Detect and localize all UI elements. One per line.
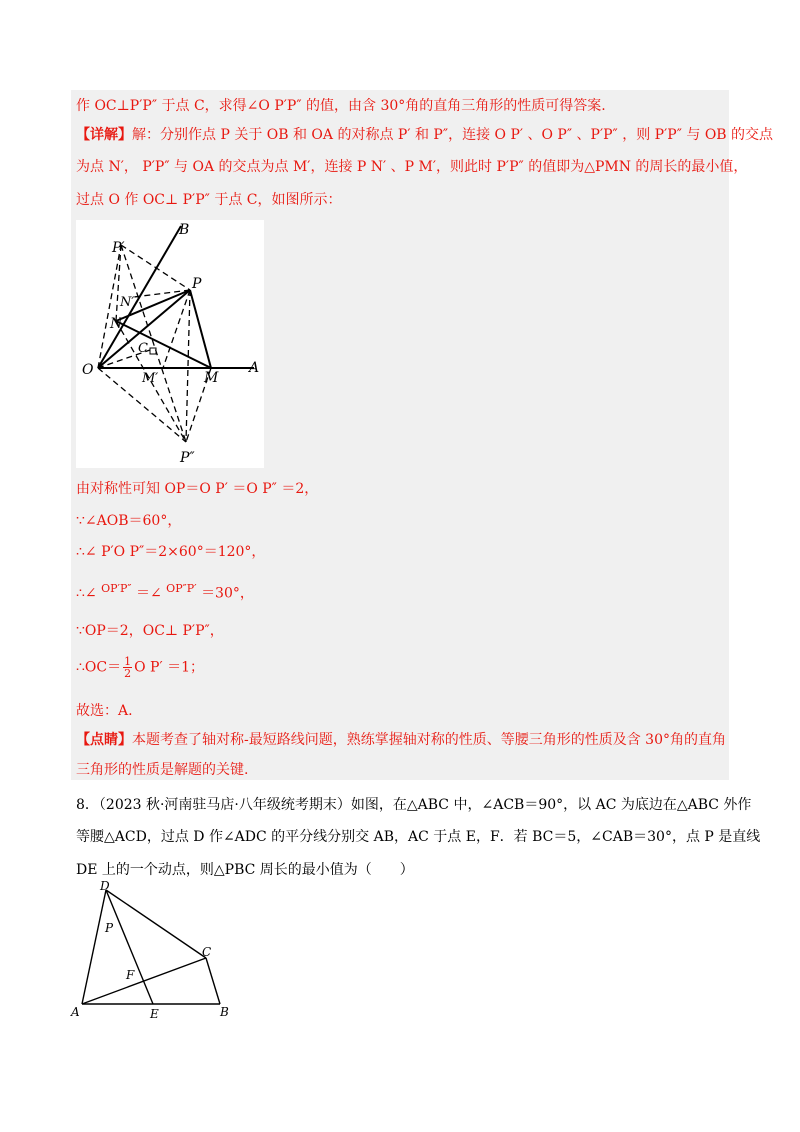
- question-8-line-3: DE 上的一个动点，则△PBC 周长的最小值为（ ）: [76, 862, 414, 878]
- segment-nm: [116, 321, 211, 368]
- detail-text-1: 解：分别作点 P 关于 OB 和 OA 的对称点 P′ 和 P″，连接 O P′ 、O P″ 、P′P″ ，则 P′P″ 与 OB 的交点: [132, 127, 774, 143]
- detail-tag: 【详解】: [76, 127, 132, 143]
- symmetry-figure: [76, 220, 264, 468]
- fraction-denominator: 2: [124, 667, 132, 680]
- step-3: ∴∠ P′O P″＝2×60°＝120°，: [76, 544, 266, 560]
- step-5: ∵OP＝2，OC⊥ P′P″，: [76, 623, 224, 639]
- label-a: A: [71, 1005, 80, 1019]
- label-p-prime: P′: [112, 240, 125, 256]
- segment-pp2: [186, 290, 190, 442]
- label-f: F: [126, 968, 135, 982]
- comment-line-2: 三角形的性质是解题的关键.: [76, 762, 249, 778]
- label-m-prime: M′: [142, 371, 159, 386]
- triangle-figure: [70, 878, 240, 1020]
- label-o: O: [82, 362, 94, 378]
- label-n-prime: N′: [120, 295, 135, 310]
- answer-line: 故选：A.: [76, 703, 133, 719]
- label-m: M: [204, 370, 219, 386]
- right-angle-mark: [150, 348, 156, 354]
- label-e: E: [150, 1007, 159, 1020]
- label-c: C: [138, 341, 148, 356]
- segment-cb: [206, 958, 220, 1004]
- label-c: C: [202, 945, 212, 959]
- segment-dc: [106, 890, 206, 958]
- triangle-diagram: [70, 878, 240, 1020]
- comment-tag: 【点睛】: [76, 732, 132, 748]
- segment-pm: [190, 290, 211, 368]
- fraction-one-half: [123, 656, 132, 679]
- label-n: N: [110, 316, 123, 332]
- step-1: 由对称性可知 OP＝O P′ ＝O P″ ＝2，: [76, 481, 319, 497]
- label-p: P: [105, 921, 114, 935]
- segment-p1p: [121, 245, 190, 290]
- step-4-mid: ＝∠: [135, 585, 162, 602]
- question-8-line-1: 8．（2023 秋·河南驻马店·八年级统考期末）如图，在△ABC 中，∠ACB＝90°，以 AC 为底边在△ABC 外作: [76, 797, 752, 813]
- step-6-post: O P′ ＝1；: [134, 659, 204, 676]
- label-b: B: [220, 1005, 229, 1019]
- segment-da: [82, 890, 106, 1004]
- label-p: P: [192, 276, 202, 292]
- comment-text-1: 本题考查了轴对称-最短路线问题，熟练掌握轴对称的性质、等腰三角形的性质及含 30°角的直角: [132, 732, 726, 748]
- solution-line-1: 作 OC⊥P′P″ 于点 C，求得∠O P′P″ 的值，由含 30°角的直角三角形的性质可得答案.: [76, 98, 606, 114]
- label-a: A: [249, 360, 260, 376]
- step-4: [76, 580, 254, 603]
- fraction-numerator: 1: [124, 655, 132, 668]
- step-6: [76, 656, 204, 679]
- label-p-double-prime: P″: [180, 450, 195, 466]
- step-4-angle-a: OP′P″: [101, 582, 132, 595]
- symmetry-diagram: [76, 220, 264, 468]
- step-4-pre: ∴∠: [76, 585, 97, 602]
- detail-line-1: [76, 126, 773, 144]
- label-b: B: [179, 222, 190, 238]
- step-4-angle-b: OP″P′: [166, 582, 197, 595]
- comment-line-1: [76, 731, 726, 749]
- step-4-post: ＝30°，: [201, 585, 254, 602]
- question-8-line-2: 等腰△ACD，过点 D 作∠ADC 的平分线分别交 AB，AC 于点 E，F．若 BC＝5，∠CAB＝30°，点 P 是直线: [76, 829, 761, 845]
- step-6-pre: ∴OC＝: [76, 659, 122, 676]
- step-2: ∵∠AOB＝60°，: [76, 513, 182, 529]
- detail-line-3: 过点 O 作 OC⊥ P′P″ 于点 C，如图所示：: [76, 192, 342, 208]
- detail-line-2: 为点 N′， P′P″ 与 OA 的交点为点 M′，连接 P N′ 、P M′，则此时 P′P″ 的值即为△PMN 的周长的最小值，: [76, 159, 748, 175]
- label-d: D: [100, 879, 110, 893]
